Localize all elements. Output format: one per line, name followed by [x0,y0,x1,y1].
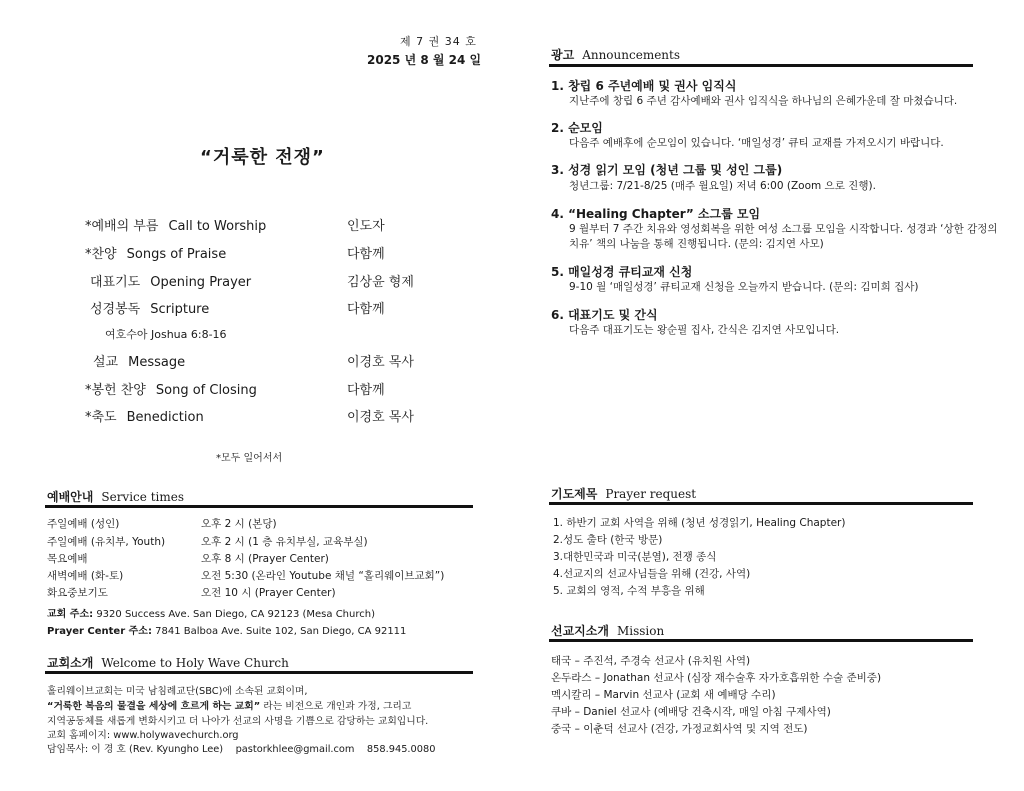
mission-item: 쿠바 – Daniel 선교사 (예배당 건축시작, 매일 아침 구제사역) [551,706,831,718]
order-item-leader: 이경호 목사 [347,410,414,425]
welcome-line: 지역공동체를 새롭게 변화시키고 더 나아가 선교의 사명을 기쁨으로 감당하는 교회입니다. [47,716,429,727]
announcement-title: 1. 창립 6 주년예배 및 권사 임직식 [551,79,737,93]
announcement-body: 다음주 예배후에 순모임이 있습니다. ‘매일성경’ 큐티 교재를 가져오시기 바랍니다. [569,137,944,149]
heading-en: Welcome to Holy Wave Church [101,656,289,670]
order-item-en: Opening Prayer [150,275,252,290]
mission-heading [551,622,664,639]
order-item-leader: 다함께 [347,383,385,398]
heading-en: Prayer request [605,487,697,501]
prayer-request-heading [551,485,696,502]
section-divider [549,502,973,505]
heading-kr: 교회소개 [47,656,94,670]
prayer-center-address [47,622,406,637]
announcement-title: 5. 매일성경 큐티교재 신청 [551,265,693,279]
service-name: 목요예배 [47,553,88,565]
announcement-title: 4. “Healing Chapter” 소그룹 모임 [551,207,761,221]
order-item-kr: 성경봉독 [90,302,141,317]
service-time: 오전 10 시 (Prayer Center) [201,587,336,599]
church-homepage: 교회 홈페이지: www.holywavechurch.org [47,730,239,741]
service-name: 주일예배 (유치부, Youth) [47,536,166,548]
announcement-body: 청년그룹: 7/21-8/25 (매주 월요일) 저녁 6:00 (Zoom 으로 진행). [569,180,876,192]
announcement-title: 3. 성경 읽기 모임 (청년 그룹 및 성인 그룹) [551,163,783,177]
stand-note: *모두 일어서서 [216,453,283,464]
order-item-en: Songs of Praise [126,247,227,262]
heading-en: Mission [616,624,665,638]
announcement-body: 지난주에 창립 6 주년 감사예배와 권사 임직식을 하나님의 은혜가운데 잘 마쳤습니다. [569,95,958,107]
announcement-body: 9-10 월 ‘매일성경’ 큐티교재 신청을 오늘까지 받습니다. (문의: 김미희 집사) [569,281,919,293]
heading-en: Announcements [582,48,681,62]
prayer-center-address-value: 7841 Balboa Ave. Suite 102, San Diego, CA 92111 [155,626,407,637]
service-time: 오전 5:30 (온라인 Youtube 채널 “홀리웨이브교회”) [201,570,445,582]
church-address-label: 교회 주소: [47,609,94,620]
order-item-kr: *축도 [85,410,117,425]
section-divider [45,505,473,508]
church-address [47,605,375,620]
church-address-value: 9320 Success Ave. San Diego, CA 92123 (Mesa Church) [96,609,375,620]
order-item-en: Benediction [126,410,204,425]
announcement-body: 치유’ 책의 나눔을 통해 진행됩니다. (문의: 김지연 사모) [569,238,824,250]
mission-item: 중국 – 이춘덕 선교사 (건강, 가정교회사역 및 지역 전도) [551,723,808,735]
prayer-item: 5. 교회의 영적, 수적 부흥을 위해 [553,585,705,597]
heading-en: Service times [101,490,184,504]
prayer-item: 4.선교지의 선교사님들을 위해 (건강, 사역) [553,568,751,580]
order-item-kr: *찬양 [85,247,117,262]
announcement-body: 다음주 대표기도는 왕순필 집사, 간식은 김지연 사모입니다. [569,324,840,336]
order-item-leader: 인도자 [347,219,385,234]
mission-item: 멕시칼리 – Marvin 선교사 (교회 새 예배당 수리) [551,689,776,701]
order-item-kr: 대표기도 [90,275,141,290]
church-vision: “거룩한 복음의 물결을 세상에 흐르게 하는 교회” [47,701,261,712]
prayer-item: 2.성도 출타 (한국 방문) [553,534,663,546]
service-name: 화요중보기도 [47,587,108,599]
announcement-title: 6. 대표기도 및 간식 [551,308,658,322]
bulletin-date: 2025 년 8 월 24 일 [367,53,482,67]
service-times-heading [47,488,184,505]
announcements-heading [551,46,680,63]
order-item-en: Song of Closing [155,383,257,398]
order-item-leader: 김상윤 형제 [347,275,414,290]
pastor-contact: 담임목사: 이 경 호 (Rev. Kyungho Lee) pastorkhlee@gmail.com 858.945.0080 [47,744,436,755]
heading-kr: 예배안내 [47,490,94,504]
order-item-kr: *봉헌 찬양 [85,383,146,398]
service-time: 오후 2 시 (본당) [201,518,277,530]
mission-item: 온두라스 – Jonathan 선교사 (심장 재수술후 자가호흡위한 수술 준비중) [551,672,882,684]
order-item-en: Scripture [150,302,210,317]
heading-kr: 선교지소개 [551,624,609,638]
volume-number: 제 7 권 34 호 [400,35,477,48]
heading-kr: 기도제목 [551,487,598,501]
order-item-en: Call to Worship [168,219,267,234]
heading-kr: 광고 [551,48,575,62]
scripture-reference: 여호수아 Joshua 6:8-16 [105,328,227,341]
service-name: 새벽예배 (화-토) [47,570,124,582]
prayer-item: 3.대한민국과 미국(분열), 전쟁 종식 [553,551,717,563]
welcome-line: 홀리웨이브교회는 미국 남침례교단(SBC)에 소속된 교회이며, [47,686,308,697]
welcome-line [47,698,411,712]
order-item-kr: *예배의 부름 [85,219,159,234]
order-item-leader: 다함께 [347,247,385,262]
mission-item: 태국 – 주진석, 주경숙 선교사 (유치원 사역) [551,655,751,667]
service-time: 오후 2 시 (1 층 유치부실, 교육부실) [201,536,368,548]
section-divider [549,639,973,642]
service-time: 오후 8 시 (Prayer Center) [201,553,329,565]
order-item-kr: 설교 [93,355,119,370]
section-divider [45,671,473,674]
welcome-line-rest: 라는 비전으로 개인과 가정, 그리고 [260,701,412,712]
section-divider [549,64,973,67]
announcement-body: 9 월부터 7 주간 치유와 영성회복을 위한 여성 소그룹 모임을 시작합니다. 성경과 ‘상한 감정의 [569,223,998,235]
prayer-item: 1. 하반기 교회 사역을 위해 (청년 성경읽기, Healing Chapter) [553,517,846,529]
order-item-en: Message [128,355,186,370]
welcome-heading [47,654,289,671]
sermon-title: “거룩한 전쟁” [200,147,325,168]
service-name: 주일예배 (성인) [47,518,120,530]
prayer-center-address-label: Prayer Center 주소: [47,626,152,637]
announcement-title: 2. 순모임 [551,121,603,135]
order-item-leader: 다함께 [347,302,385,317]
order-item-leader: 이경호 목사 [347,355,414,370]
